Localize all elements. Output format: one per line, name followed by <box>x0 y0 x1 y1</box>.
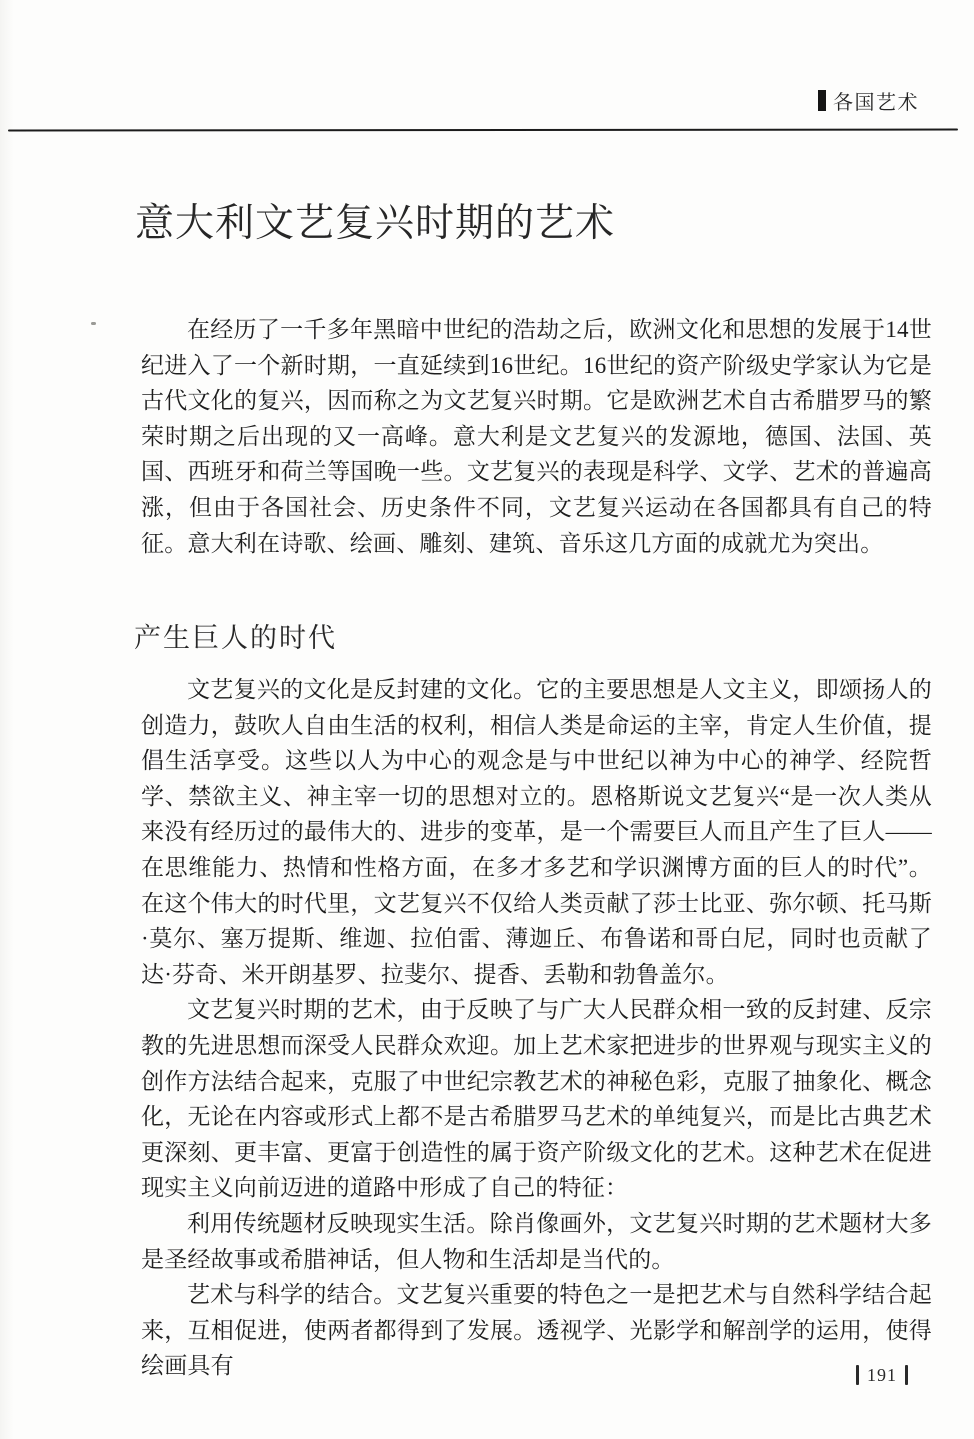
body-paragraph: 艺术与科学的结合。文艺复兴重要的特色之一是把艺术与自然科学结合起来，互相促进，使两者都得到了发展。透视学、光影学和解剖学的运用，使得绘画具有 <box>141 1282 932 1379</box>
page-number-value: 191 <box>867 1365 897 1385</box>
scan-speck <box>91 322 96 325</box>
body-paragraph: 利用传统题材反映现实生活。除肖像画外，文艺复兴时期的艺术题材大多是圣经故事或希腊神话，但人物和生活却是当代的。 <box>141 1210 932 1272</box>
chapter-title: 意大利文艺复兴时期的艺术 <box>135 202 616 246</box>
intro-paragraph: 在经历了一千多年黑暗中世纪的浩劫之后，欧洲文化和思想的发展于14世纪进入了一个新时期，一直延续到16世纪。16世纪的资产阶级史学家认为它是古代文化的复兴，因而称之为文艺复兴时期。它是欧洲艺术自古希腊罗马的繁荣时期之后出现的又一高峰。意大利是文艺复兴的发源地，德国、法国、英国、西班牙和荷兰等国晚一些。文艺复兴的表现是科学、文学、艺术的普遍高涨，但由于各国社会、历史条件不同，文艺复兴运动在各国都具有自己的特征。意大利在诗歌、绘画、雕刻、建筑、音乐这几方面的成就尤为突出。 <box>141 317 932 556</box>
header-marker-bar-icon <box>818 90 826 111</box>
running-header-label: 各国艺术 <box>833 92 919 114</box>
page-number <box>856 1365 908 1385</box>
page-number-left-bar-icon <box>856 1365 859 1385</box>
header-divider-rule <box>8 129 958 132</box>
body-paragraph: 文艺复兴时期的艺术，由于反映了与广大人民群众相一致的反封建、反宗教的先进思想而深受人民群众欢迎。加上艺术家把进步的世界观与现实主义的创作方法结合起来，克服了中世纪宗教艺术的神秘色彩，克服了抽象化、概念化，无论在内容或形式上都不是古希腊罗马艺术的单纯复兴，而是比古典艺术更深刻、更丰富、更富于创造性的属于资产阶级文化的艺术。这种艺术在促进现实主义向前迈进的道路中形成了自己的特征： <box>141 997 932 1201</box>
intro-text-block <box>141 312 932 561</box>
section-text-block <box>141 672 932 1384</box>
running-header <box>818 86 919 115</box>
body-paragraph: 文艺复兴的文化是反封建的文化。它的主要思想是人文主义，即颂扬人的创造力，鼓吹人自由生活的权利，相信人类是命运的主宰，肯定人生价值，提倡生活享受。这些以人为中心的观念是与中世纪以神为中心的神学、经院哲学、禁欲主义、神主宰一切的思想对立的。恩格斯说文艺复兴“是一次人类从来没有经历过的最伟大的、进步的变革，是一个需要巨人而且产生了巨人——在思维能力、热情和性格方面，在多才多艺和学识渊博方面的巨人的时代”。在这个伟大的时代里，文艺复兴不仅给人类贡献了莎士比亚、弥尔顿、托马斯·莫尔、塞万提斯、维迦、拉伯雷、薄迦丘、布鲁诺和哥白尼，同时也贡献了达·芬奇、米开朗基罗、拉斐尔、提香、丢勒和勃鲁盖尔。 <box>141 677 932 987</box>
section-heading: 产生巨人的时代 <box>134 623 337 654</box>
page-number-right-bar-icon <box>905 1365 908 1385</box>
